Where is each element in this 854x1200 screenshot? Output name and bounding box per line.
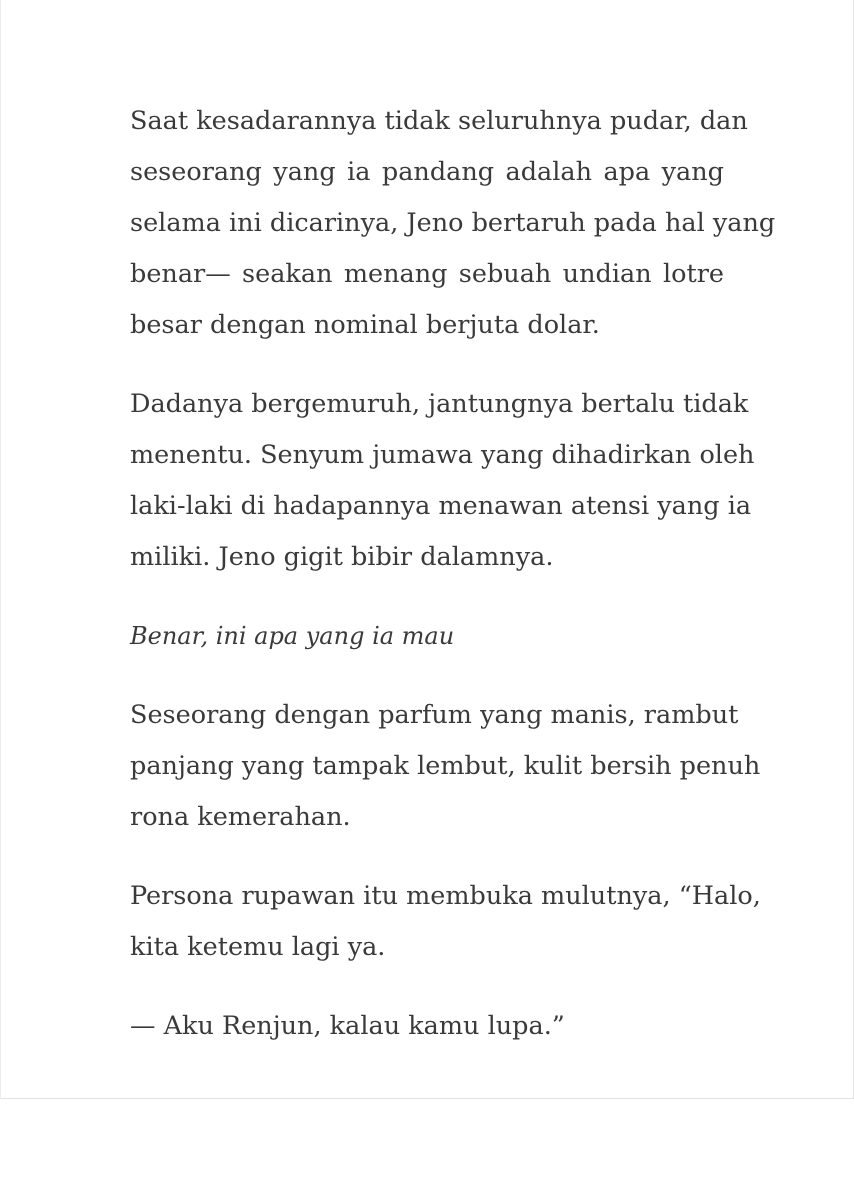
paragraph-4 <box>130 690 761 843</box>
text-line: selama ini dicarinya, Jeno bertaruh pada hal yang <box>130 208 776 238</box>
text-line: Persona rupawan itu membuka mulutnya, “Halo, <box>130 881 761 911</box>
text-line: besar dengan nominal berjuta dolar. <box>130 310 600 340</box>
text-line: rona kemerahan. <box>130 802 351 832</box>
story-text <box>130 96 776 1080</box>
paragraph-5 <box>130 871 761 973</box>
paragraph-1 <box>130 96 776 351</box>
page-bottom-margin <box>0 1100 854 1200</box>
text-line: menentu. Senyum jumawa yang dihadirkan oleh <box>130 440 755 470</box>
paragraph-6 <box>130 1001 724 1052</box>
paragraph-2 <box>130 379 755 583</box>
text-line: — Aku Renjun, kalau kamu lupa.” <box>130 1011 565 1041</box>
text-line: Benar, ini apa yang ia mau <box>130 622 455 650</box>
text-line: Seseorang dengan parfum yang manis, rambut <box>130 700 739 730</box>
text-line: laki-laki di hadapannya menawan atensi yang ia <box>130 491 752 521</box>
text-line: panjang yang tampak lembut, kulit bersih penuh <box>130 751 761 781</box>
text-line: kita ketemu lagi ya. <box>130 932 386 962</box>
paragraph-3-italic <box>130 611 724 662</box>
text-line: Dadanya bergemuruh, jantungnya bertalu tidak <box>130 389 749 419</box>
text-line: benar— seakan menang sebuah undian lotre <box>130 259 724 289</box>
text-line: Saat kesadarannya tidak seluruhnya pudar, dan <box>130 106 748 136</box>
text-line: miliki. Jeno gigit bibir dalamnya. <box>130 542 554 572</box>
text-line: seseorang yang ia pandang adalah apa yang <box>130 157 724 187</box>
